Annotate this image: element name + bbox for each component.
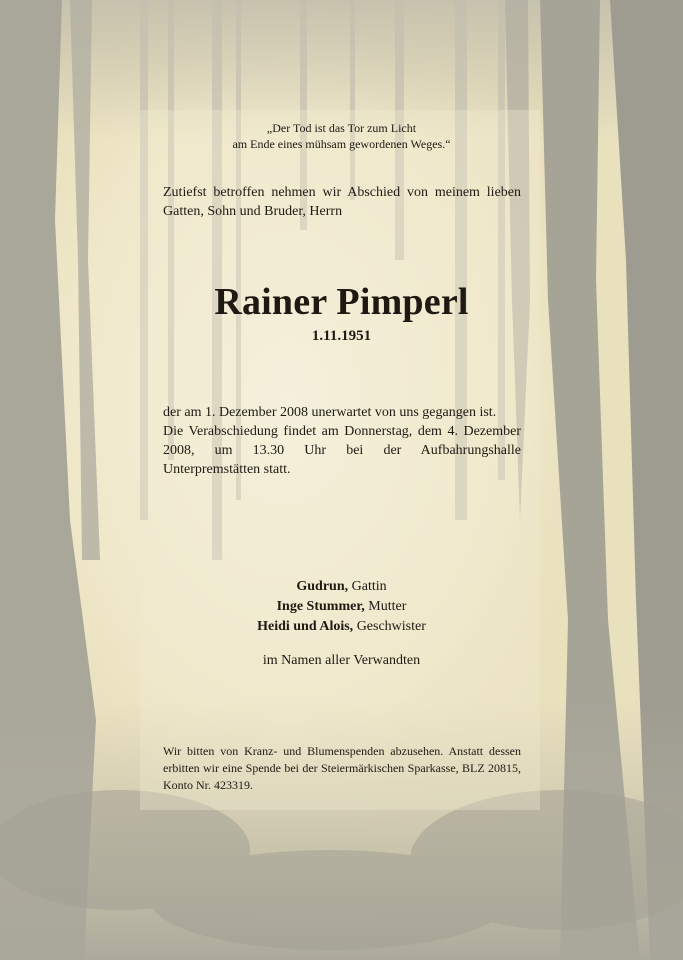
birth-date: 1.11.1951 xyxy=(311,328,372,344)
deceased-name: Rainer Pimperl xyxy=(214,281,469,323)
mourner-name: Gudrun, xyxy=(296,579,349,594)
motto-line-2: am Ende eines mühsam gewordenen Weges.“ xyxy=(232,137,451,151)
motto-quote xyxy=(0,120,683,152)
motto-line-1: „Der Tod ist das Tor zum Licht xyxy=(266,121,417,135)
mourner-item xyxy=(0,577,683,597)
mourner-item xyxy=(0,617,683,637)
closing-line: im Namen aller Verwandten xyxy=(262,653,421,668)
announcement-text xyxy=(163,403,521,479)
donation-note: Wir bitten von Kranz- und Blumenspenden abzusehen. Anstatt dessen erbitten wir eine Spende bei der Steiermärkischen Sparkasse, BLZ 20815, Konto Nr. 423319. xyxy=(163,744,521,792)
mourner-relation: Mutter xyxy=(368,599,407,614)
mourners-list xyxy=(0,577,683,637)
mourner-relation: Geschwister xyxy=(356,619,426,634)
mourner-name: Inge Stummer, xyxy=(276,599,365,614)
mourner-relation: Gattin xyxy=(351,579,387,594)
mourner-name: Heidi und Alois, xyxy=(257,619,354,634)
intro-text: Zutiefst betroffen nehmen wir Abschied von meinem lieben Gatten, Sohn und Bruder, Herrn xyxy=(163,185,521,219)
death-paragraph: der am 1. Dezember 2008 unerwartet von uns gegangen ist. xyxy=(163,405,497,420)
ceremony-paragraph: Die Verabschiedung findet am Donnerstag, dem 4. Dezember 2008, um 13.30 Uhr bei der Aufbahrungshalle Unterpremstätten statt. xyxy=(163,424,521,477)
mourner-item xyxy=(0,597,683,617)
